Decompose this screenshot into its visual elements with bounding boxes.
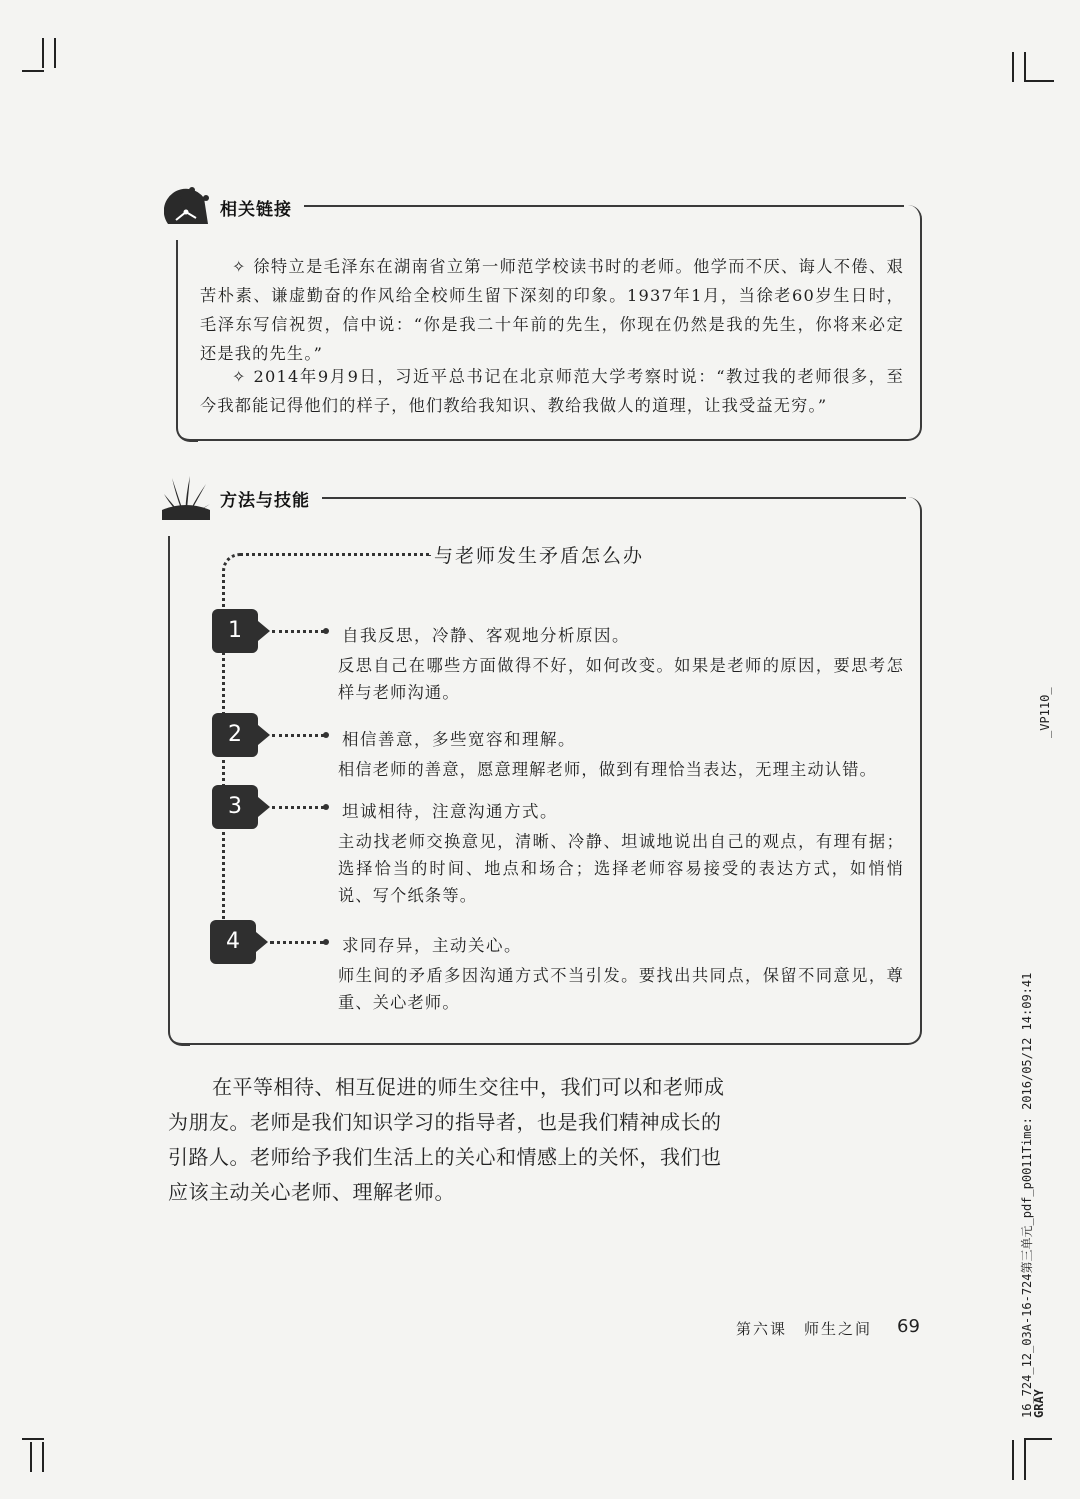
step-badge: 2 (212, 713, 258, 757)
step-connector (272, 806, 324, 809)
crop-mark (1026, 80, 1054, 82)
crop-mark (22, 1438, 44, 1440)
step-connector (323, 939, 329, 945)
step-connector (323, 628, 329, 634)
step-connector (323, 732, 329, 738)
step-title: 自我反思，冷静、客观地分析原因。 (342, 626, 630, 645)
crop-mark (1024, 1440, 1026, 1480)
step-badge: 3 (212, 785, 258, 829)
crop-mark (54, 38, 56, 68)
divider (168, 1024, 190, 1046)
step-connector (270, 941, 324, 944)
step-badge: 4 (210, 920, 256, 964)
step-body: 反思自己在哪些方面做得不好，如何改变。如果是老师的原因，要思考怎样与老师沟通。 (338, 656, 904, 702)
crop-mark (42, 38, 44, 68)
crop-mark (1024, 1438, 1052, 1440)
crop-mark (1012, 52, 1014, 82)
crop-mark (1024, 52, 1026, 82)
related-paragraph: ✧ 徐特立是毛泽东在湖南省立第一师范学校读书时的老师。他学而不厌、诲人不倦、艰苦朴素、谦虚勤奋的作风给全校师生留下深刻的印象。1937年1月，当徐老60岁生日时，毛泽东写信祝贺，信中说：“你是我二十年前的先生，你现在仍然是我的先生，你将来必定还是我的先生。” (200, 257, 904, 363)
method-subtitle: 与老师发生矛盾怎么办 (434, 545, 645, 567)
divider (168, 536, 170, 1026)
step-connector (272, 630, 324, 633)
step-title: 相信善意，多些宽容和理解。 (342, 730, 576, 749)
crop-mark (30, 1442, 32, 1472)
file-info: 16_724_12_03A-16-724第三单元_pdf_p0011Time: 2016/05/12 14:09:41 (1020, 972, 1034, 1418)
crop-mark (22, 70, 44, 72)
gray-label: GRAY (1032, 1389, 1046, 1418)
step-connector (323, 804, 329, 810)
crop-mark (1012, 1440, 1014, 1480)
step-body: 主动找老师交换意见，清晰、冷静、坦诚地说出自己的观点，有理有据；选择恰当的时间、地点和场合；选择老师容易接受的表达方式，如悄悄说、写个纸条等。 (338, 832, 904, 905)
crop-mark (42, 1442, 44, 1472)
main-paragraph: 在平等相待、相互促进的师生交往中，我们可以和老师成为朋友。老师是我们知识学习的指导者，也是我们精神成长的引路人。老师给予我们生活上的关心和情感上的关怀，我们也应该主动关心老师、理解老师。 (168, 1075, 725, 1204)
divider (176, 420, 198, 442)
section-title: 相关链接 (220, 199, 292, 220)
lesson-footer: 第六课 师生之间 (736, 1320, 873, 1338)
vp-label: _VP110_ (1038, 687, 1052, 738)
step-body: 师生间的矛盾多因沟通方式不当引发。要找出共同点，保留不同意见，尊重、关心老师。 (338, 966, 904, 1012)
step-body: 相信老师的善意，愿意理解老师，做到有理恰当表达，无理主动认错。 (338, 760, 878, 779)
divider (176, 240, 178, 420)
step-title: 坦诚相待，注意沟通方式。 (342, 802, 558, 821)
step-badge: 1 (212, 609, 258, 653)
page-number: 69 (897, 1316, 920, 1337)
step-title: 求同存异，主动关心。 (342, 936, 522, 955)
section-title: 方法与技能 (220, 490, 310, 511)
step-connector (272, 734, 324, 737)
related-paragraph: ✧ 2014年9月9日，习近平总书记在北京师范大学考察时说：“教过我的老师很多，至今我都能记得他们的样子，他们教给我知识、教给我做人的道理，让我受益无穷。” (200, 367, 904, 415)
